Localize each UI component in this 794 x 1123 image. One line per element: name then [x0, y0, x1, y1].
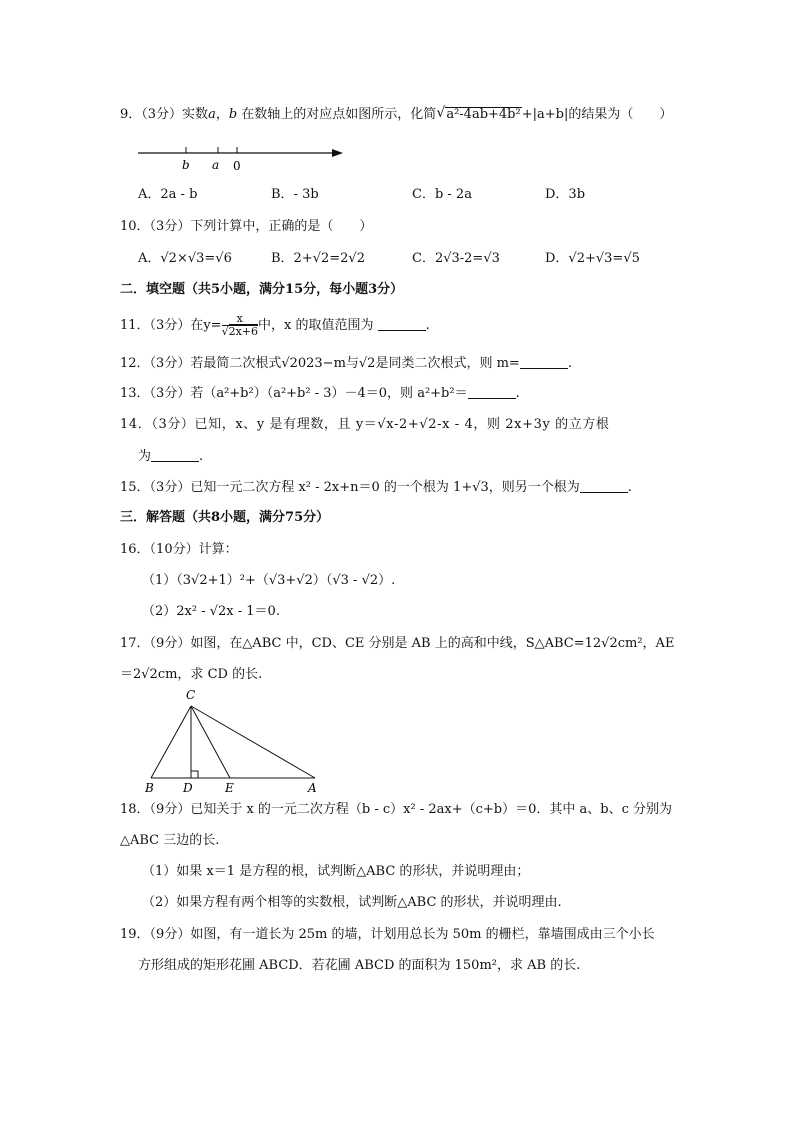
q9-option-b: B．- 3b	[271, 187, 319, 202]
question-14-line1: 14．（3分）已知，x、y 是有理数，且 y＝√x-2+√2-x - 4，则 2x+3y 的立方根	[120, 417, 610, 432]
question-16-stem: 16．（10分）计算：	[120, 542, 238, 557]
question-18-line1: 18．（9分）已知关于 x 的一元二次方程（b - c）x² - 2ax+（c+b）＝0．其中 a、b、c 分别为	[120, 802, 672, 817]
vertex-label-a: A	[308, 781, 317, 795]
question-19-line1: 19．（9分）如图，有一道长为 25m 的墙，计划用总长为 50m 的栅栏，靠墙围成由三个小长	[120, 927, 655, 942]
q9-option-c: C．b - 2a	[412, 187, 472, 202]
answer-blank	[151, 448, 199, 462]
q10-option-d: D．√2+√3=√5	[545, 251, 640, 266]
question-14-line2: 为 .	[138, 449, 204, 464]
section-3-heading: 三．解答题（共8小题，满分75分）	[120, 510, 330, 525]
answer-blank	[580, 479, 628, 493]
answer-blank	[468, 385, 516, 399]
triangle-figure	[138, 686, 338, 798]
question-16-part2: （2）2x² - √2x - 1＝0.	[142, 604, 280, 619]
q10-option-a: A．√2×√3=√6	[138, 251, 232, 266]
point-label-e: E	[225, 781, 234, 795]
vertex-label-c: C	[186, 688, 196, 702]
q10-option-b: B．2+√2=2√2	[271, 251, 365, 266]
answer-blank	[378, 317, 426, 331]
sqrt-expression: √ a²-4ab+4b²	[436, 105, 521, 122]
number-line-figure	[130, 138, 360, 178]
vertex-label-b: B	[145, 781, 154, 795]
axis-label-a: a	[212, 158, 220, 172]
arrow-icon	[332, 149, 343, 157]
question-9-stem: 9．（3分）实数a，b 在数轴上的对应点如图所示，化简 √ a²-4ab+4b²+|a+b|的结果为（ ）	[120, 105, 673, 122]
axis-label-b: b	[182, 158, 190, 172]
section-2-heading: 二．填空题（共5小题，满分15分，每小题3分）	[120, 282, 404, 297]
question-16-part1: （1）（3√2+1）²+（√3+√2）（√3 - √2）.	[142, 573, 396, 588]
question-10-stem: 10．（3分）下列计算中，正确的是（ ）	[120, 219, 373, 234]
axis-label-zero: 0	[233, 159, 241, 173]
right-angle-mark	[191, 771, 198, 778]
question-18-part2: （2）如果方程有两个相等的实数根，试判断△ABC 的形状，并说明理由.	[142, 895, 562, 910]
answer-blank	[520, 355, 568, 369]
q9-option-a: A．2a - b	[138, 187, 198, 202]
question-18-line2: △ABC 三边的长.	[120, 833, 220, 848]
question-11: 11．（3分）在y= $\frac{x}{√2x+6}$ 中，x 的取值范围为 .	[120, 312, 430, 338]
question-19-line2: 方形组成的矩形花圃 ABCD．若花圃 ABCD 的面积为 150m²，求 AB 的长.	[138, 958, 581, 973]
fraction: $\frac{x}{√2x+6}$	[221, 312, 258, 338]
q9-option-d: D．3b	[545, 187, 586, 202]
question-15: 15．（3分）已知一元二次方程 x² - 2x+n＝0 的一个根为 1+√3，则另一个根为 .	[120, 480, 632, 495]
point-label-d: D	[183, 781, 193, 795]
question-17-line1: 17．（9分）如图，在△ABC 中，CD、CE 分别是 AB 上的高和中线，S△ABC=12√2cm²，AE	[120, 636, 675, 651]
question-12: 12．（3分）若最简二次根式√2023−m与√2是同类二次根式，则 m= .	[120, 356, 572, 371]
question-17-line2: ＝2√2cm，求 CD 的长.	[120, 667, 263, 682]
q10-option-c: C．2√3-2=√3	[412, 251, 500, 266]
question-13: 13．（3分）若（a²+b²）（a²+b² - 3）－4＝0，则 a²+b²＝ .	[120, 386, 520, 401]
question-18-part1: （1）如果 x＝1 是方程的根，试判断△ABC 的形状，并说明理由；	[142, 864, 530, 879]
